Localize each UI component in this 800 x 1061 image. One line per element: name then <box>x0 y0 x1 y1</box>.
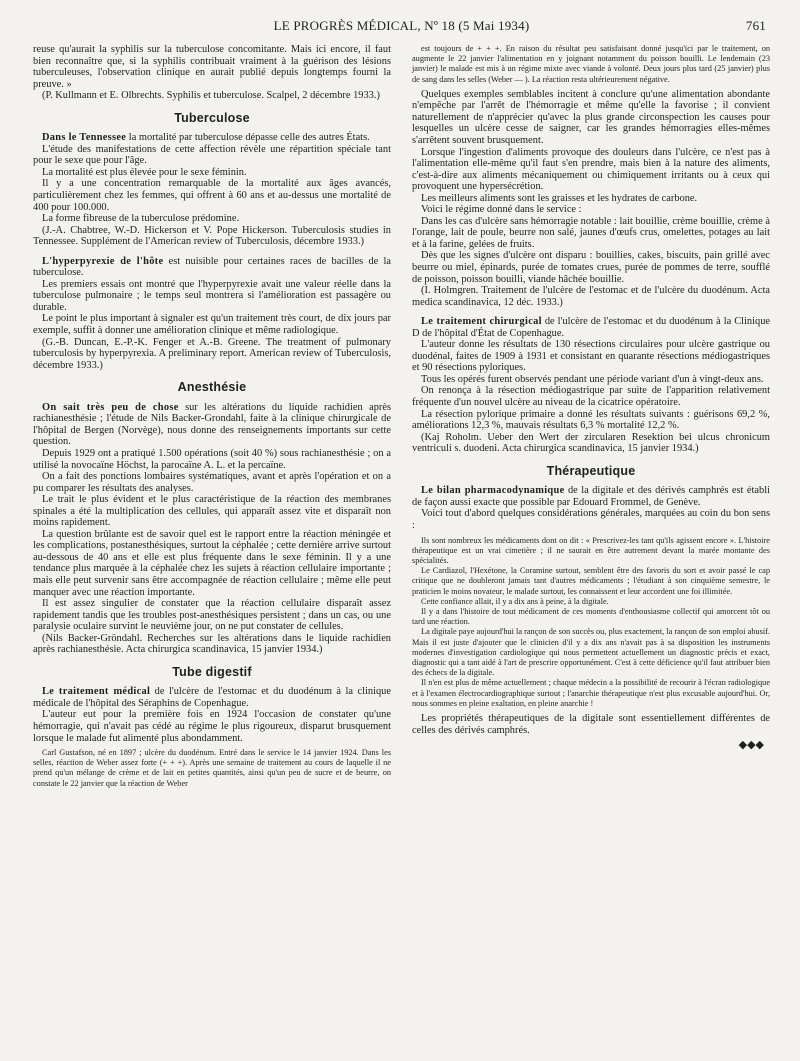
lead-heading: On sait très peu de chose <box>42 401 179 413</box>
running-title: LE PROGRÈS MÉDICAL, Nº 18 (5 Mai 1934) <box>273 18 530 33</box>
paragraph: On a fait des ponctions lombaires systématiques, avant et après l'opération et on a pu comparer les résultats des analyses. <box>33 471 391 494</box>
section-title-tuberculose: Tuberculose <box>174 110 250 125</box>
closing-paragraph: Les propriétés thérapeutiques de la digitale sont essentiellement différentes de celles des dérivés camphrés. <box>412 712 770 736</box>
lead-heading: Le traitement médical <box>42 686 151 698</box>
page-number: 761 <box>745 18 766 33</box>
paragraph: Voici tout d'abord quelques considérations générales, marquées au coin du bon sens : <box>412 508 770 531</box>
lead-paragraph: L'hyperpyrexie de l'hôte est nuisible pour certaines races de bacilles de la tuberculose. <box>33 255 391 279</box>
reference: (Kaj Roholm. Ueber den Wert der zircularen Resektion bei ulcus chronicum ventriculi s. duodeni. Acta chirurgica scandinavica, 15 janvier 1934.) <box>412 431 770 455</box>
section-title-therapeutique: Thérapeutique <box>546 463 636 478</box>
paragraph: On renonça à la résection médiogastrique par suite de l'apparition relativement fréquente d'un nouvel ulcère au niveau de la cicatrice opératoire. <box>412 385 770 409</box>
paragraph: L'étude des manifestations de cette affection révèle une répartition spéciale tant pour le sexe que pour l'âge. <box>33 143 391 167</box>
intro-paragraph: reuse qu'aurait la syphilis sur la tuberculose concomitante. Mais ici encore, il faut bien reconnaître que, si la syphilis contribuait vraiment à la guérison des lésions tuberculeuses, l'observation clinique en aurait publié depuis longtemps fourni la preuve. » <box>33 44 391 90</box>
page-header <box>33 16 770 38</box>
lead-heading: Dans le Tennessee <box>42 132 127 144</box>
paragraph: La question brûlante est de savoir quel est le rapport entre la réaction méningée et les complications, postanesthésiques, surtout la céphalée ; cette dernière arrive surtout au-dessous de 40 ans et elle est plus fréquente dans le sexe féminin. Il y a une tendance plus marquée à la céphalée chez les sujets à réaction cellulaire importante ; mais elle peut survenir sans être accompagnée de réaction cellulaire ; même elle peut manquer avec une réaction importante. <box>33 528 391 598</box>
quote-paragraph: Cette confiance allait, il y a dix ans à peine, à la digitale. <box>421 596 609 606</box>
lead-paragraph: Le traitement médical de l'ulcère de l'estomac et du duodénum à la clinique médicale de l'hôpital des Séraphins de Copenhague. <box>33 686 391 709</box>
quote-paragraph: La digitale paye aujourd'hui la rançon de son succès ou, plus exactement, la rançon de son emploi abusif. Mais il est juste d'ajouter que le clinicien d'il y a dix ans n'avait pas à sa disposition les instruments modernes d'investigation cardiologique qui nous permettent actuellement un diagnostic précis et exact, diagnostic qui a tant aidé à l'art de prescrire opportunément. C'est à cette déficience qu'il faut attribuer bien des échecs de la digitale. <box>412 627 770 678</box>
section-title-tube-digestif: Tube digestif <box>172 664 252 679</box>
reference: (J.-A. Chabtree, W.-D. Hickerson et V. Pope Hickerson. Tuberculosis studies in Tennessee. Supplément de l'American review of Tuberculosis, décembre 1933.) <box>33 224 391 248</box>
two-column-body <box>33 44 770 793</box>
case-report-text: Carl Gustafson, né en 1897 ; ulcère du duodénum. Entré dans le service le 14 janvier 1924. Dans les selles, réaction de Weber assez forte (+ + +). Après une semaine de traitement au cours de laquelle il ne prend qu'un mélange de crème et de lait en petites quantités, ainsi qu'un peu de sucre et de beurre, on constate le 22 janvier que la réaction de Weber <box>33 748 391 788</box>
paragraph: Les meilleurs aliments sont les graisses et les hydrates de carbone. <box>421 192 698 204</box>
lead-paragraph: Le bilan pharmacodynamique de la digitale et des dérivés camphrés est établi de façon aussi exacte que possible par Edouard Frommel, de Genève. <box>412 485 770 508</box>
section-title-anesthesie: Anesthésie <box>177 380 247 395</box>
lead-heading: L'hyperpyrexie de l'hôte <box>42 255 164 267</box>
right-column <box>412 44 770 793</box>
paragraph: Dès que les signes d'ulcère ont disparu : bouillies, cakes, biscuits, pain grillé avec beurre ou miel, épinards, purée de tomates crues, purée de pommes de terre, soufflé de poisson, poisson bouilli, viande hâchée bouillie. <box>412 250 770 285</box>
paragraph: Le trait le plus évident et le plus caractéristique de la réaction des membranes spinales a été la multiplication des cellules, qui apparaît assez vite et disparaît non moins rapidement. <box>33 494 391 529</box>
intro-reference: (P. Kullmann et E. Olbrechts. Syphilis et tuberculose. Scalpel, 2 décembre 1933.) <box>42 90 380 102</box>
paragraph: Voici le régime donné dans le service : <box>421 204 582 216</box>
quote-paragraph: Il y a dans l'histoire de tout médicament de ces moments d'enthousiasme collectif qui amorcent tôt ou tard une réaction. <box>412 606 770 627</box>
paragraph: La forme fibreuse de la tuberculose prédomine. <box>42 213 240 225</box>
lead-paragraph: Dans le Tennessee la mortalité par tuberculose dépasse celle des autres États. <box>42 132 370 144</box>
paragraph: La résection pylorique primaire a donné les résultats suivants : guérisons 69,2 %, améliorations 12,3 %, mauvais résultats 6,3 % mortalité 12,2 %. <box>412 408 770 432</box>
quote-paragraph: Le Cardiazol, l'Hexétone, la Coramine surtout, semblent être des favoris du sort et avoir passé le cap critique que ne doubleront jamais tant d'autres médicaments ; l'étudiant à son cinquième semestre, le praticien le moins novateur, le malade surtout, les connaissent et leur accordent une foi illimitée. <box>412 566 770 596</box>
paragraph: Quelques exemples semblables incitent à conclure qu'une alimentation abondante n'empêche par l'arrêt de l'hémorragie et même qu'elle la favorise ; il convient naturellement de n'apprécier qu'avec la plus grande circonspection les causes pour lesquelles un ulcère cesse de saigner, car les grandes hémorragies elles-mêmes s'arrêtent souvent brusquement. <box>412 88 770 146</box>
paragraph: Il est assez singulier de constater que la réaction cellulaire disparaît assez rapidement tandis que les troubles post-anesthésiques persistent ; dans un cas, ou une paralysie oculaire survint le neuvième jour, on ne put constater de cellules. <box>33 598 391 633</box>
paragraph: Le point le plus important à signaler est qu'un traitement très court, de dix jours par exemple, suffit à donner une amélioration clinique et même radiologique. <box>33 313 391 337</box>
lead-paragraph: Le traitement chirurgical de l'ulcère de l'estomac et du duodénum à la Clinique D de l'hôpital d'État de Copenhague. <box>412 316 770 339</box>
reference: (G.-B. Duncan, E.-P.-K. Fenger et A.-B. Greene. The treatment of pulmonary tuberculosis by hyperpyrexia. A preliminary report. American review of Tuberculosis, décembre 1933.) <box>33 336 391 371</box>
quote-paragraph: Ils sont nombreux les médicaments dont on dit : « Prescrivez-les tant qu'ils agissent encore ». L'histoire thérapeutique est un vrai cimetière ; il ne saurait en être autrement devant la marée montante des spécialités. <box>412 535 770 565</box>
paragraph: Depuis 1929 ont a pratiqué 1.500 opérations (soit 40 %) sous rachianesthésie ; on a utilisé la novocaïne Höchst, la parocaïne A. L. et la percaïne. <box>33 447 391 471</box>
reference: (I. Holmgren. Traitement de l'ulcère de l'estomac et de l'ulcère du duodénum. Acta medica scandinavica, 12 déc. 1933.) <box>412 285 770 308</box>
reference: (Nils Backer-Gröndahl. Recherches sur les altérations dans le liquide rachidien après rachianesthésie. Acta chirurgica scandinavica, 15 janvier 1934.) <box>33 632 391 656</box>
paragraph: Il y a une concentration remarquable de la mortalité aux âges avancés, particulièrement chez les femmes, qui offrent à 60 ans et au-dessus une mortalité de 400 pour 100.000. <box>33 178 391 213</box>
case-report-continued <box>412 44 770 85</box>
lead-heading: Le traitement chirurgical <box>421 316 542 328</box>
paragraph: Lorsque l'ingestion d'aliments provoque des douleurs dans l'ulcère, ce n'est pas à l'alimentation elle-même qu'il faut s'en prendre, mais bien à la nature des aliments, c'est-à-dire aux aliments mécaniquement ou chimiquement irritants ou à ceux qui provoquent une hypersécrétion. <box>412 146 770 193</box>
paragraph: L'auteur donne les résultats de 130 résections circulaires pour ulcère gastrique ou duodénal, faites de 1909 à 1931 et consistant en quarante résections médiogastriques et 90 résections pyloriques. <box>412 339 770 374</box>
paragraph: Les premiers essais ont montré que l'hyperpyrexie avait une valeur réelle dans la tuberculose pulmonaire ; le temps seul montrera si l'amélioration est passagère ou durable. <box>33 278 391 313</box>
case-report-text: est toujours de + + +. En raison du résultat peu satisfaisant donné jusqu'ici par le traitement, on augmente le 22 janvier l'alimentation en y joignant notamment du poisson bouilli. Le lendemain (23 janvier) le malade est mis à un régime mixte avec viande à volonté. Deux jours plus tard (25 janvier) plus de sang dans les selles (Weber — ). La réaction resta ultérieurement négative. <box>412 44 770 84</box>
lead-heading: Le bilan pharmacodynamique <box>421 485 565 497</box>
case-report <box>33 748 391 789</box>
lead-paragraph: On sait très peu de chose sur les altérations du liquide rachidien après rachianesthésie ; l'étude de Nils Backer-Grondahl, faite à la clinique chirurgicale de l'hôpital de Bergen (Norvège), nous donne des renseignements importants sur cette question. <box>33 401 392 448</box>
end-ornament: ◆◆◆ <box>738 739 764 752</box>
paragraph: La mortalité est plus élevée pour le sexe féminin. <box>42 166 247 178</box>
paragraph: L'auteur eut pour la première fois en 1924 l'occasion de constater qu'une hémorragie, qui n'avait pas cédé au régime le plus rigoureux, disparut brusquement lorsque le malade fut alimenté plus abondamment. <box>33 709 391 744</box>
quoted-considerations <box>412 536 770 709</box>
left-column <box>33 44 391 793</box>
paragraph: Dans les cas d'ulcère sans hémorragie notable : lait bouillie, crème bouillie, crème à l'orange, lait de poule, beurre non salé, jaunes d'œufs crus, omelettes, potages au lait et à la farine, gelées de fruits. <box>412 215 770 250</box>
quote-paragraph: Il n'en est plus de même actuellement ; chaque médecin a la possibilité de recourir à l'écran radiologique et à l'examen électrocardiographique surtout ; l'anarchie thérapeutique n'est plus excusable aujourd'hui. Or, nous sommes en pleine exaltation, en pleine anarchie ! <box>412 678 770 708</box>
paragraph: Tous les opérés furent observés pendant une période variant d'un à vingt-deux ans. <box>421 373 764 385</box>
